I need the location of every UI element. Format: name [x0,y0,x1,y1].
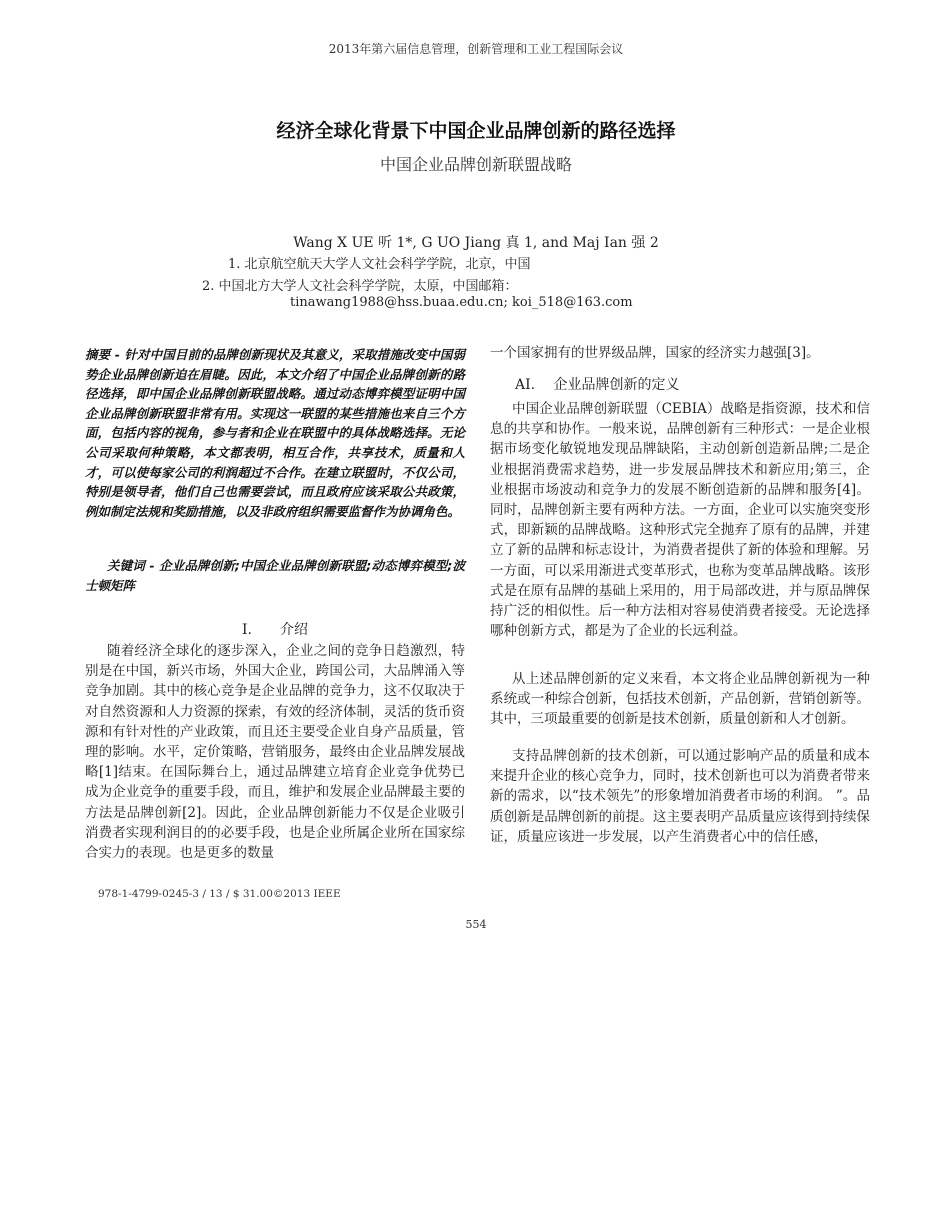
definition-paragraph-1: 中国企业品牌创新联盟（CEBIA）战略是指资源，技术和信息的共享和协作。一般来说，品牌创新有三种形式：一是企业根据市场变化敏锐地发现品牌缺陷，主动创新创造新品牌;二是企业根据消费需求趋势，进一步发展品牌技术和新应用;第三，企业根据市场波动和竞争力的发展不断创造新的品牌和服务[4]。同时，品牌创新主要有两种方法。一方面，企业可以实施突变形式，即新颖的品牌战略。这种形式完全抛弃了原有的品牌，并建立了新的品牌和标志设计，为消费者提供了新的体验和理解。另一方面，可以采用渐进式变革形式，也称为变革品牌战略。该形式是在原有品牌的基础上采用的，用于局部改进，并与原品牌保持广泛的相似性。后一种方法相对容易使消费者接受。无论选择哪种创新方式，都是为了企业的长远利益。 [490,401,870,640]
keywords: 关键词 - 企业品牌创新;中国企业品牌创新联盟;动态博弈模型;波士顿矩阵 [85,558,465,593]
conference-header: 2013年第六届信息管理，创新管理和工业工程国际会议 [328,42,624,56]
paper-title: 经济全球化背景下中国企业品牌创新的路径选择 [276,120,676,142]
paper-subtitle: 中国企业品牌创新联盟战略 [379,155,572,174]
definition-paragraph-3: 支持品牌创新的技术创新，可以通过影响产品的质量和成本来提升企业的核心竞争力，同时，技术创新也可以为消费者带来新的需求，以“技术领先”的形象增加消费者市场的利润。 ”。品质创新是品牌创新的前提。这主要表明产品质量应该得到持续保证，质量应该进一步发展，以产生消费者心中的信任感， [490,748,870,845]
definition-paragraph-2: 从上述品牌创新的定义来看，本文将企业品牌创新视为一种系统或一种综合创新，包括技术创新，产品创新，营销创新等。其中，三项最重要的创新是技术创新，质量创新和人才创新。 [490,671,870,728]
affiliation-2: 2. 中国北方大学人文社会科学学院，太原，中国邮箱： [202,279,518,294]
section-heading-introduction: I. 介绍 [242,622,308,638]
right-column-continuation: 一个国家拥有的世界级品牌，国家的经济实力越强[3]。 [490,345,820,361]
copyright-footnote: 978-1-4799-0245-3 / 13 / $ 31.00©2013 IEEE [98,888,341,900]
section-heading-definition: AI. 企业品牌创新的定义 [515,377,680,393]
author-list: Wang X UE 听 1*, G UO Jiang 真 1, and Maj Ian 强 2 [293,235,659,251]
affiliation-1: 1. 北京航空航天大学人文社会科学学院，北京，中国 [228,257,531,272]
abstract: 摘要 - 针对中国目前的品牌创新现状及其意义，采取措施改变中国弱势企业品牌创新迫在眉睫。因此，本文介绍了中国企业品牌创新的路径选择，即中国企业品牌创新联盟战略。通过动态博弈模型证明中国企业品牌创新联盟非常有用。实现这一联盟的某些措施也来自三个方面，包括内容的视角，参与者和企业在联盟中的具体战略选择。无论公司采取何种策略，本文都表明，相互合作，共享技术，质量和人才，可以使每家公司的利润超过不合作。在建立联盟时，不仅公司，特别是领导者，他们自己也需要尝试，而且政府应该采取公共政策，例如制定法规和奖励措施，以及非政府组织需要监督作为协调角色。 [85,347,465,519]
introduction-paragraph: 随着经济全球化的逐步深入，企业之间的竞争日趋激烈，特别是在中国，新兴市场，外国大企业，跨国公司，大品牌涌入等竞争加剧。其中的核心竞争是企业品牌的竞争力，这不仅取决于对自然资源和人力资源的探索，有效的经济体制，灵活的货币资源和有针对性的产业政策，而且还主要受企业自身产品质量，管理的影响。水平，定价策略，营销服务，最终由企业品牌发展战略[1]结束。在国际舞台上，通过品牌建立培育企业竞争优势已成为企业竞争的重要手段，而且，维护和发展企业品牌最主要的方法是品牌创新[2]。因此，企业品牌创新能力不仅是企业吸引消费者实现利润目的的必要手段，也是企业所属企业所在国家综合实力的表现。也是更多的数量 [85,643,465,862]
author-emails: tinawang1988@hss.buaa.edu.cn; koi_518@163.com [290,295,633,310]
page-number: 554 [465,918,487,931]
